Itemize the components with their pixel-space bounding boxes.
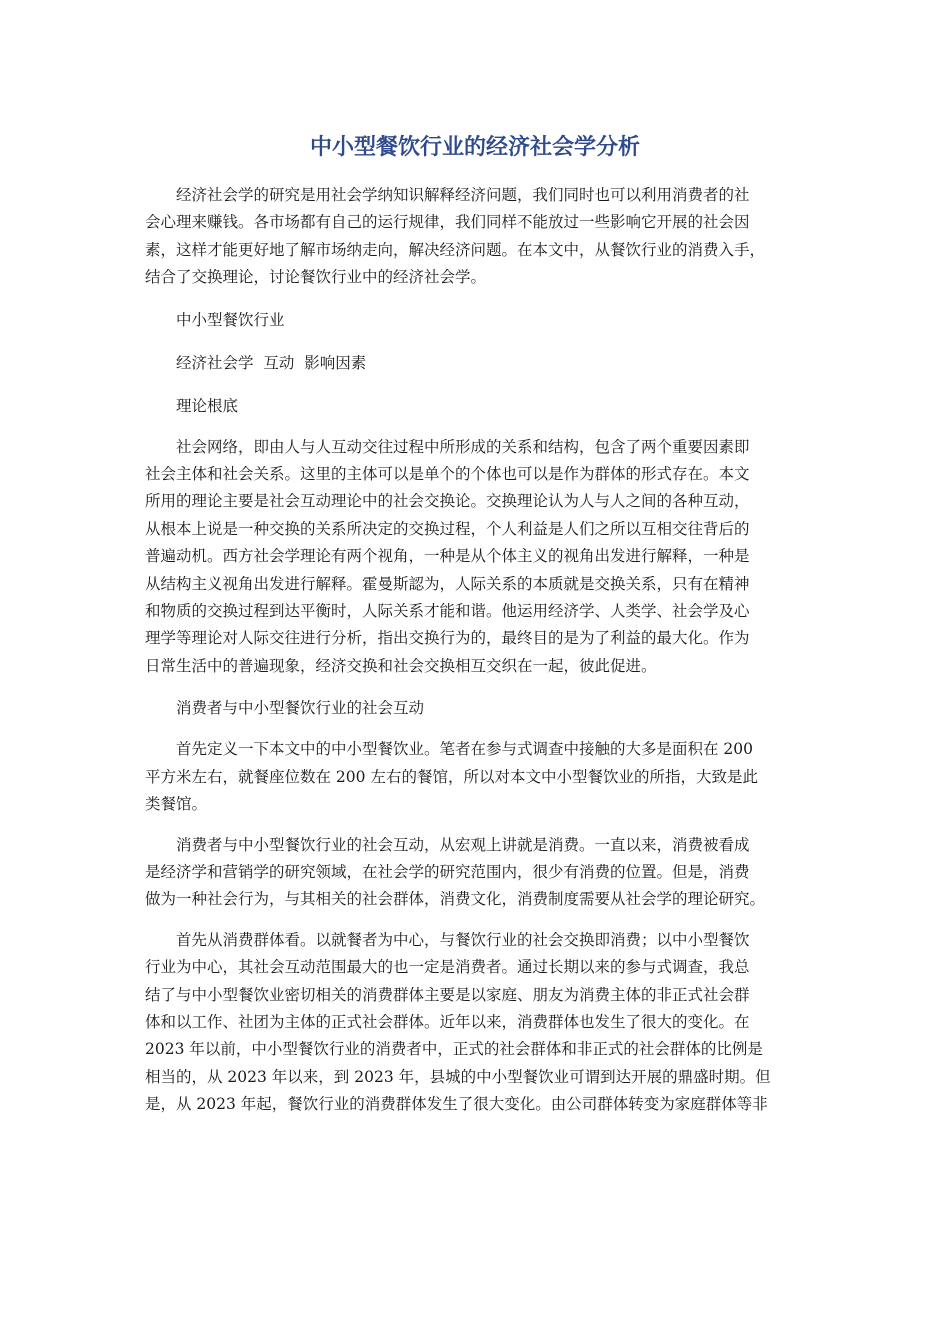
text-line: 消费者与中小型餐饮行业的社会互动，从宏观上讲就是消费。一直以来，消费被看成 [176,835,750,854]
text-line: 结了与中小型餐饮业密切相关的消费群体主要是以家庭、朋友为消费主体的非正式社会群 [145,985,750,1004]
text-line: 所用的理论主要是社会互动理论中的社会交换论。交换理论认为人与人之间的各种互动， [145,492,750,511]
text-line: 是，从 2023 年起，餐饮行业的消费群体发生了很大变化。由公司群体转变为家庭群体等非 [145,1095,768,1114]
document-body [145,182,807,1132]
text-line: 行业为中心，其社会互动范围最大的也一定是消费者。通过长期以来的参与式调查，我总 [145,958,750,977]
text-line: 普遍动机。西方社会学理论有两个视角，一种是从个体主义的视角出发进行解释，一种是 [145,547,750,566]
text-line: 做为一种社会行为，与其相关的社会群体，消费文化，消费制度需要从社会学的理论研究。 [145,890,766,909]
text-line: 从根本上说是一种交换的关系所决定的交换过程，个人利益是人们之所以互相交往背后的 [145,519,750,538]
section-heading-theory: 理论根底 [176,396,239,415]
consumption-paragraph [145,832,807,914]
text-line: 理学等理论对人际交往进行分析，指出交换行为的，最终目的是为了利益的最大化。作为 [145,629,750,648]
text-line: 结合了交换理论，讨论餐饮行业中的经济社会学。 [145,268,487,287]
text-line: 平方米左右，就餐座位数在 200 左右的餐馆，所以对本文中小型餐饮业的所指，大致是此 [145,767,758,786]
text-line: 经济社会学的研究是用社会学纳知识解释经济问题，我们同时也可以利用消费者的社 [176,186,750,204]
text-line: 相当的，从 2023 年以来，到 2023 年，县城的中小型餐饮业可谓到达开展的鼎盛时期。但 [145,1067,771,1086]
theory-paragraph [145,434,807,681]
section-heading-interaction: 消费者与中小型餐饮行业的社会互动 [176,699,425,718]
abstract-paragraph [145,182,807,292]
text-line: 首先从消费群体看。以就餐者为中心，与餐饮行业的社会交换即消费；以中小型餐饮 [176,930,750,949]
keyword-heading: 中小型餐饮行业 [176,310,285,329]
text-line: 从结构主义视角出发进行解释。霍曼斯認为，人际关系的本质就是交换关系，只有在精神 [145,574,750,593]
text-line: 素，这样才能更好地了解市场纳走向，解决经济问题。在本文中，从餐饮行业的消费入手， [145,240,766,259]
text-line: 体和以工作、社团为主体的正式社会群体。近年以来，消费群体也发生了很大的变化。在 [145,1012,750,1031]
text-line: 类餐馆。 [145,795,208,814]
text-line: 是经济学和营销学的研究领域，在社会学的研究范围内，很少有消费的位置。但是，消费 [145,862,750,881]
definition-paragraph [145,736,807,818]
text-line: 首先定义一下本文中的中小型餐饮业。笔者在参与式调查中接触的大多是面积在 200 [176,740,754,759]
text-line: 和物质的交换过程到达平衡时，人际关系才能和谐。他运用经济学、人类学、社会学及心 [145,602,750,621]
text-line: 日常生活中的普遍现象，经济交换和社会交换相互交织在一起，彼此促进。 [145,656,657,675]
document-title: 中小型餐饮行业的经济社会学分析 [309,135,640,160]
text-line: 社会主体和社会关系。这里的主体可以是单个的个体也可以是作为群体的形式存在。本文 [145,465,750,484]
keywords: 经济社会学 互动 影响因素 [176,353,367,372]
text-line: 2023 年以前，中小型餐饮行业的消费者中，正式的社会群体和非正式的社会群体的比例是 [145,1040,763,1059]
consumer-group-paragraph [145,927,807,1119]
text-line: 社会网络，即由人与人互动交往过程中所形成的关系和结构，包含了两个重要因素即 [176,437,750,456]
text-line: 会心理来赚钱。各市场都有自己的运行规律，我们同样不能放过一些影响它开展的社会因 [145,213,750,232]
